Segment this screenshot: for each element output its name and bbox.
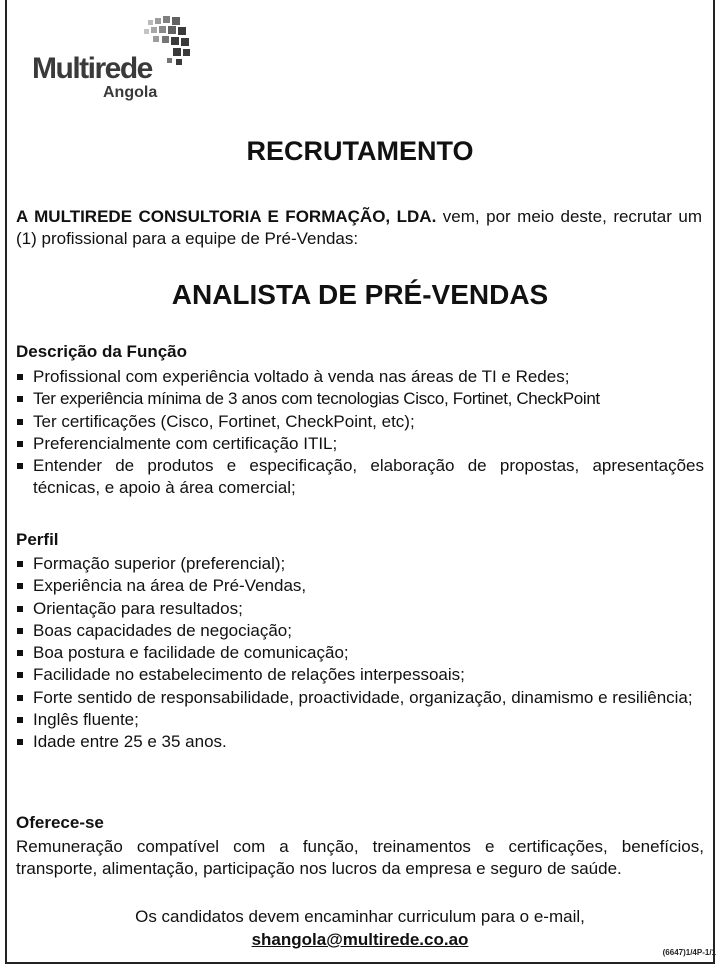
list-item: Forte sentido de responsabilidade, proactividade, organização, dinamismo e resiliência; [16,687,704,709]
reference-code: (6647)1/4P-1/1 [662,948,716,957]
list-item: Preferencialmente com certificação ITIL; [16,433,704,455]
list-item: Profissional com experiência voltado à venda nas áreas de TI e Redes; [16,366,704,388]
company-name: A MULTIREDE CONSULTORIA E FORMAÇÃO, LDA. [16,207,437,226]
list-item: Inglês fluente; [16,709,704,731]
profile-heading: Perfil [16,530,59,549]
company-logo [30,12,195,104]
description-list [16,366,704,500]
logo-name: Multirede [32,52,152,85]
list-item: Experiência na área de Pré-Vendas, [16,575,704,597]
intro-paragraph [16,206,702,250]
list-item: Orientação para resultados; [16,598,704,620]
list-item: Entender de produtos e especificação, elaboração de propostas, apresentações técnicas, e apoio à área comercial; [16,455,704,500]
list-item: Idade entre 25 e 35 anos. [16,731,704,753]
contact-text: Os candidatos devem encaminhar curriculum para o e-mail, [135,907,585,926]
contact-email-link[interactable]: shangola@multirede.co.ao [251,930,469,949]
description-heading: Descrição da Função [16,342,188,361]
list-item: Ter experiência mínima de 3 anos com tecnologias Cisco, Fortinet, CheckPoint [16,388,704,410]
offer-heading: Oferece-se [16,813,104,832]
list-item: Boas capacidades de negociação; [16,620,704,642]
list-item: Facilidade no estabelecimento de relações interpessoais; [16,664,704,686]
list-item: Boa postura e facilidade de comunicação; [16,642,704,664]
offer-text: Remuneração compatível com a função, treinamentos e certificações, benefícios, transporte, alimentação, participação nos lucros da empresa e seguro de saúde. [16,837,704,878]
page-title: RECRUTAMENTO [246,136,474,166]
position-title: ANALISTA DE PRÉ-VENDAS [171,279,549,310]
logo-country: Angola [103,84,158,101]
list-item: Ter certificações (Cisco, Fortinet, CheckPoint, etc); [16,411,704,433]
list-item: Formação superior (preferencial); [16,553,704,575]
intro-text: vem, por meio deste, recrutar um (1) profissional para a equipe de Pré-Vendas: [16,207,702,248]
profile-list [16,553,704,754]
